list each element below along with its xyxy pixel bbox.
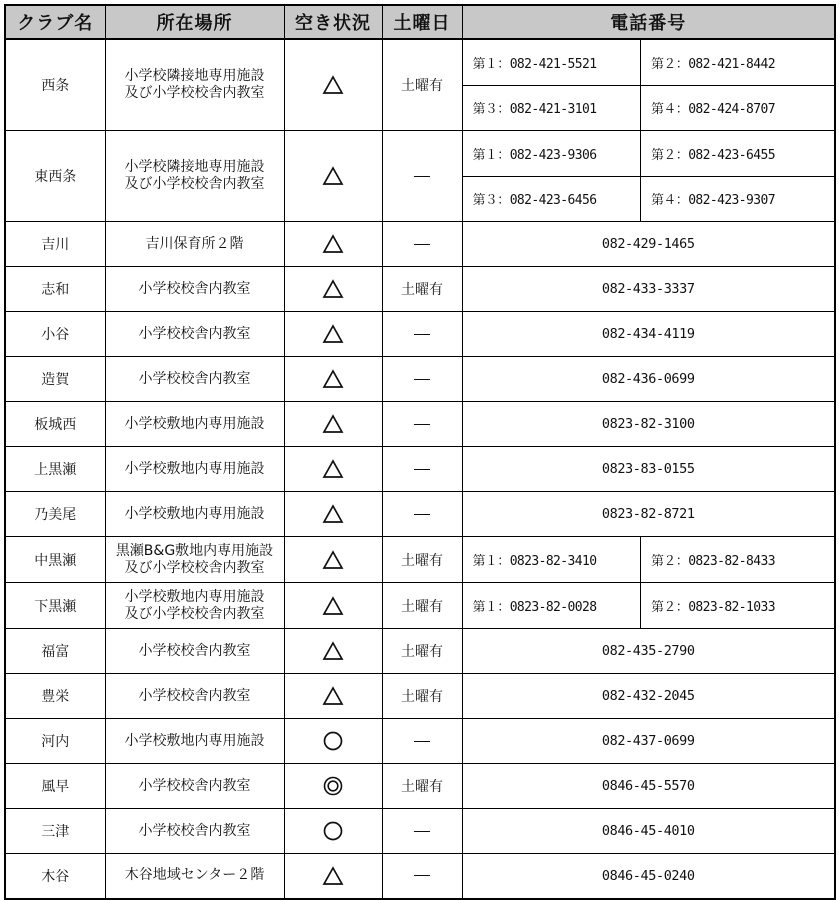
club-location [105,131,284,222]
club-location [105,402,284,447]
phone-number: 第１：082-423-9306 [463,131,641,176]
location-line: 小学校敷地内専用施設 [124,505,265,522]
saturday-cell [382,537,462,583]
triangle-icon [322,74,344,96]
phone-number: 0823-82-8721 [462,492,835,537]
availability-cell [284,447,382,492]
saturday-cell [382,809,462,854]
club-location [105,39,284,131]
club-name: 乃美尾 [5,492,105,537]
saturday-cell [382,222,462,267]
phone-number: 0823-83-0155 [462,447,835,492]
dash-icon [414,424,430,425]
triangle-icon [322,549,344,571]
location-line: 小学校校舎内教室 [138,822,251,839]
location-line: 黒瀬B&G敷地内専用施設 [115,542,274,559]
table-row [5,854,835,899]
location-line: 及び小学校校舎内教室 [124,605,265,622]
triangle-icon [322,413,344,435]
triangle-icon [322,233,344,255]
club-location [105,854,284,899]
phone-number: 0846-45-5570 [462,764,835,809]
header-phone: 電話番号 [462,5,835,39]
location-line: 小学校校舎内教室 [138,777,251,794]
phone-number: 第２：082-421-8442 [641,40,836,85]
phone-number: 082-435-2790 [462,629,835,674]
location-line: 小学校敷地内専用施設 [124,732,265,749]
dash-icon [414,514,430,515]
availability-cell [284,629,382,674]
phone-number: 第２：0823-82-1033 [651,600,775,615]
phone-number: 第１：0823-82-3410 [463,537,641,582]
phone-row [463,131,836,176]
triangle-icon [322,165,344,187]
saturday-cell [382,39,462,131]
club-name: 西条 [5,39,105,131]
triangle-icon [322,865,344,887]
location-line: 吉川保育所２階 [145,235,244,252]
table-row [5,222,835,267]
phone-number: 第２：082-423-6455 [641,131,836,176]
phone-group [462,39,835,131]
saturday-cell [382,674,462,719]
availability-cell [284,764,382,809]
phone-grid [463,131,836,221]
location-line: 小学校敷地内専用施設 [124,460,265,477]
table-row [5,629,835,674]
saturday-cell [382,267,462,312]
triangle-icon [322,278,344,300]
location-line: 小学校校舎内教室 [138,642,251,659]
phone-grid [463,583,836,628]
saturday-cell [382,131,462,222]
triangle-icon [322,368,344,390]
phone-number: 第３：082-423-6456 [463,176,641,221]
phone-number: 第１：082-421-5521 [463,40,641,85]
location-line: 小学校敷地内専用施設 [124,588,265,605]
saturday-cell [382,492,462,537]
club-name: 志和 [5,267,105,312]
saturday-label: 土曜有 [401,779,443,795]
club-location [105,312,284,357]
availability-cell [284,267,382,312]
header-availability: 空き状況 [284,5,382,39]
club-location [105,719,284,764]
table-row [5,131,835,222]
header-location: 所在場所 [105,5,284,39]
location-line: 小学校校舎内教室 [138,370,251,387]
phone-number: 第４：082-423-9307 [651,193,775,209]
club-name: 河内 [5,719,105,764]
club-name: 中黒瀬 [5,537,105,583]
dash-icon [414,831,430,832]
club-name: 木谷 [5,854,105,899]
table-row [5,674,835,719]
saturday-cell [382,719,462,764]
availability-cell [284,537,382,583]
phone-row [463,176,836,221]
availability-cell [284,357,382,402]
phone-number: 第３：082-421-3101 [463,85,641,130]
club-location [105,537,284,583]
table-row [5,267,835,312]
table-row [5,583,835,629]
phone-row [463,40,836,85]
availability-cell [284,312,382,357]
club-table [4,4,836,900]
location-line: 及び小学校校舎内教室 [124,559,265,576]
triangle-icon [322,640,344,662]
saturday-label: 土曜有 [401,598,443,615]
triangle-icon [322,595,344,617]
header-club: クラブ名 [5,5,105,39]
availability-cell [284,222,382,267]
club-location [105,583,284,629]
location-line: 及び小学校校舎内教室 [124,85,265,101]
phone-number: 0846-45-4010 [462,809,835,854]
table-row [5,402,835,447]
location-line: 小学校校舎内教室 [138,325,251,342]
dash-icon [414,176,430,177]
table-body [5,39,835,899]
club-location [105,357,284,402]
saturday-label: 土曜有 [401,78,443,94]
table-row [5,719,835,764]
phone-grid [463,537,836,582]
location-line: 小学校校舎内教室 [138,280,251,297]
club-location [105,674,284,719]
table-row [5,764,835,809]
triangle-icon [322,458,344,480]
saturday-cell [382,764,462,809]
club-location [105,447,284,492]
saturday-label: 土曜有 [401,552,443,569]
availability-cell [284,39,382,131]
availability-cell [284,131,382,222]
table-row [5,537,835,583]
phone-number: 第１：0823-82-0028 [463,583,641,628]
club-name: 上黒瀬 [5,447,105,492]
availability-cell [284,402,382,447]
circle-icon [322,730,344,752]
dash-icon [414,334,430,335]
location-line: 木谷地域センター２階 [124,867,265,884]
phone-group [462,131,835,222]
club-location [105,222,284,267]
dash-icon [414,875,430,876]
phone-number: 082-437-0699 [462,719,835,764]
availability-cell [284,854,382,899]
saturday-label: 土曜有 [401,689,443,705]
triangle-icon [322,685,344,707]
phone-group [462,537,835,583]
phone-row [463,85,836,130]
club-name: 小谷 [5,312,105,357]
triangle-icon [322,323,344,345]
phone-number: 0846-45-0240 [462,854,835,899]
saturday-cell [382,312,462,357]
club-location [105,629,284,674]
header-row [5,5,835,39]
club-location [105,809,284,854]
phone-grid [463,40,836,130]
club-name: 下黒瀬 [5,583,105,629]
availability-cell [284,583,382,629]
phone-number: 0823-82-3100 [462,402,835,447]
club-name: 板城西 [5,402,105,447]
availability-cell [284,492,382,537]
phone-number: 082-432-2045 [462,674,835,719]
location-line: 小学校隣接地専用施設 [124,159,265,175]
availability-cell [284,674,382,719]
phone-number: 082-436-0699 [462,357,835,402]
club-name: 風早 [5,764,105,809]
table-row [5,809,835,854]
saturday-cell [382,402,462,447]
phone-row [463,537,836,582]
saturday-cell [382,447,462,492]
phone-number: 082-429-1465 [462,222,835,267]
saturday-label: 土曜有 [401,282,443,298]
header-saturday: 土曜日 [382,5,462,39]
location-line: 小学校隣接地専用施設 [124,68,265,84]
table-row [5,39,835,131]
double-circle-icon [322,775,344,797]
saturday-cell [382,629,462,674]
availability-cell [284,809,382,854]
dash-icon [414,469,430,470]
club-location [105,764,284,809]
club-name: 豊栄 [5,674,105,719]
dash-icon [414,379,430,380]
phone-number: 第４：082-424-8707 [651,102,775,118]
dash-icon [414,244,430,245]
phone-number: 082-434-4119 [462,312,835,357]
table-row [5,447,835,492]
availability-cell [284,719,382,764]
circle-icon [322,820,344,842]
triangle-icon [322,503,344,525]
dash-icon [414,741,430,742]
saturday-label: 土曜有 [401,644,443,660]
club-name: 東西条 [5,131,105,222]
phone-number: 082-433-3337 [462,267,835,312]
location-line: 及び小学校校舎内教室 [124,176,265,192]
location-line: 小学校敷地内専用施設 [124,415,265,432]
club-name: 福富 [5,629,105,674]
club-location [105,267,284,312]
table-row [5,492,835,537]
saturday-cell [382,854,462,899]
club-name: 吉川 [5,222,105,267]
table-row [5,312,835,357]
phone-row [463,583,836,628]
location-line: 小学校校舎内教室 [138,687,251,704]
phone-group [462,583,835,629]
club-name: 三津 [5,809,105,854]
saturday-cell [382,583,462,629]
club-name: 造賀 [5,357,105,402]
table-row [5,357,835,402]
phone-number: 第２：0823-82-8433 [651,554,775,569]
club-location [105,492,284,537]
saturday-cell [382,357,462,402]
